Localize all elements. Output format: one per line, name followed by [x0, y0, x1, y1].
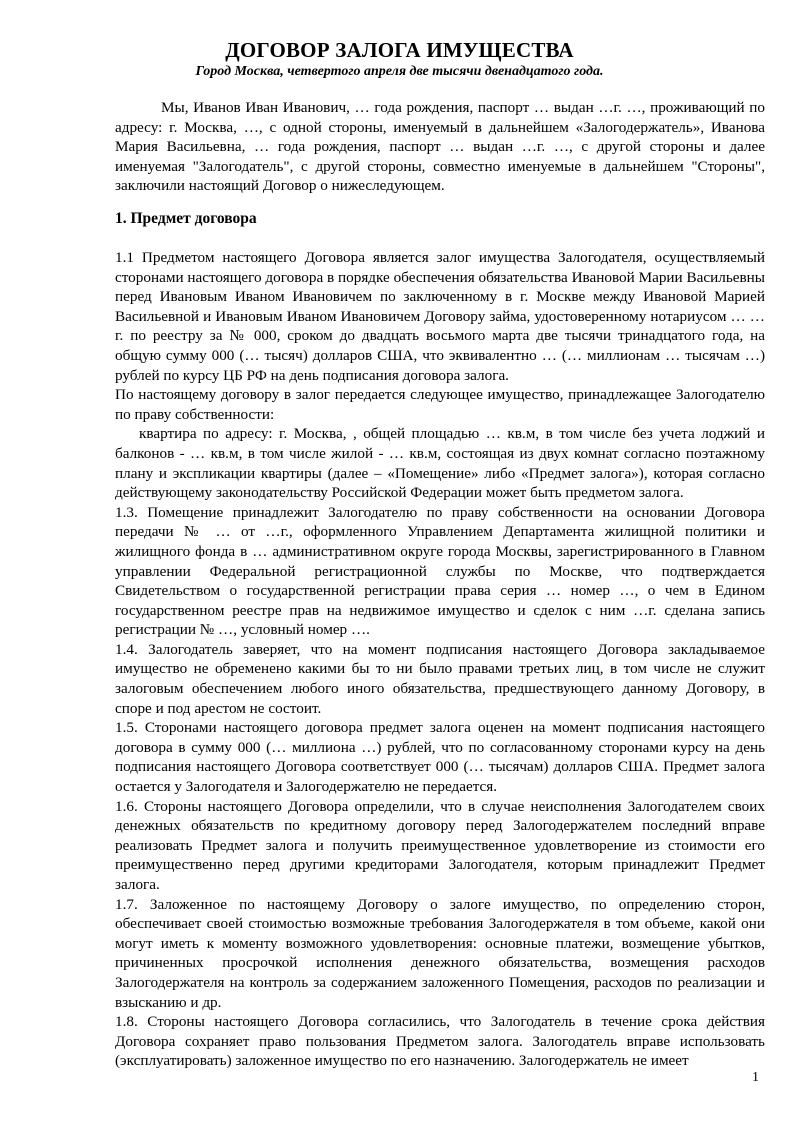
clause-1-6: 1.6. Стороны настоящего Договора определили, что в случае неисполнения Залогодателем своих денежных обязательств по кредитному договору перед Залогодержателем последний вправе реализовать Предмет залога и получить преимущественное удовлетворение из стоимости его преимущественно перед другими кредиторами Залогодателя, которым принадлежит Предмет залога.: [115, 797, 765, 893]
intro-paragraph: Мы, Иванов Иван Иванович, … года рождения, паспорт … выдан …г. …, проживающий по адресу: г. Москва, …, с одной стороны, именуемый в дальнейшем «Залогодержатель», Иванова Мария Васильевна, … года рождения, паспорт … выдан …г. …, с другой стороны и далее именуемая "Залогодатель", с другой стороны, совместно именуемые в дальнейшем "Стороны", заключили настоящий Договор о нижеследующем.: [115, 99, 765, 195]
section-heading: 1. Предмет договора: [115, 210, 257, 227]
clause-1-4: 1.4. Залогодатель заверяет, что на момент подписания настоящего Договора закладываемое имущество не обременено какими бы то ни было правами третьих лиц, в том числе не служит залоговым обеспечением любого иного обязательства, предшествующего данному Договору, в споре и под арестом не состоит.: [115, 640, 765, 717]
clause-transfer: По настоящему договору в залог передается следующее имущество, принадлежащее Залогодателю по праву собственности:: [115, 386, 765, 423]
page-number: 1: [752, 1070, 759, 1085]
intro-block: [115, 98, 765, 196]
clause-apartment: квартира по адресу: г. Москва, , общей площадью … кв.м, в том числе без учета лоджий и балконов - … кв.м, в том числе жилой - … кв.м, состоящая из двух комнат согласно поэтажному плану и экспликации квартиры (далее – «Помещение» либо «Предмет залога»), которая согласно действующему законодательству Российской Федерации может быть предметом залога.: [115, 425, 765, 502]
clause-1-8: 1.8. Стороны настоящего Договора согласились, что Залогодатель в течение срока действия Договора сохраняет право пользования Предметом залога. Залогодатель вправе использовать (эксплуатировать) заложенное имущество по его назначению. Залогодержатель не имеет: [115, 1013, 765, 1070]
clauses-block: [115, 248, 765, 1071]
clause-1-1: 1.1 Предметом настоящего Договора является залог имущества Залогодателя, осуществляемый сторонами настоящего договора в порядке обеспечения обязательства Ивановой Марии Васильевны перед Ивановым Иваном Ивановичем по заключенному в г. Москве между Ивановой Марией Васильевной и Ивановым Иваном Ивановичем Договору займа, удостоверенному нотариусом … …г. по реестру за № 000, сроком до двадцать восьмого марта две тысячи тринадцатого года, на общую сумму 000 (… тысяч) долларов США, что эквивалентно … (… миллионам … тысячам …) рублей по курсу ЦБ РФ на день подписания договора залога.: [115, 249, 765, 384]
clause-1-7: 1.7. Заложенное по настоящему Договору о залоге имущество, по определению сторон, обеспечивает своей стоимостью возможные требования Залогодержателя в том объеме, какой они могут иметь к моменту возможного удовлетворения: основные платежи, возмещение убытков, причиненных просрочкой исполнения денежного обязательства, возмещения расходов Залогодержателя на контроль за содержанием заложенного Помещения, расходов по реализации и взысканию и др.: [115, 895, 765, 1011]
clause-1-5: 1.5. Сторонами настоящего договора предмет залога оценен на момент подписания настоящего договора в сумму 000 (… миллиона …) рублей, что по согласованному сторонами курсу на день подписания настоящего Договора соответствует 000 (… тысячам) долларов США. Предмет залога остается у Залогодателя и Залогодержателю не передается.: [115, 719, 765, 796]
clause-1-3: 1.3. Помещение принадлежит Залогодателю по праву собственности на основании Договора передачи № … от …г., оформленного Управлением Департамента жилищной политики и жилищного фонда в … административном округе города Москвы, зарегистрированного в Главном управлении Федеральной регистрационной службы по Москве, что подтверждается Свидетельством о государственной регистрации права серия … номер …, о чем в Едином государственном реестре прав на недвижимое имущество и сделок с ним …г. сделана запись регистрации № …, условный номер ….: [115, 503, 765, 639]
document-subtitle: Город Москва, четвертого апреля две тысячи двенадцатого года.: [195, 64, 604, 79]
document-title: ДОГОВОР ЗАЛОГА ИМУЩЕСТВА: [225, 38, 574, 62]
